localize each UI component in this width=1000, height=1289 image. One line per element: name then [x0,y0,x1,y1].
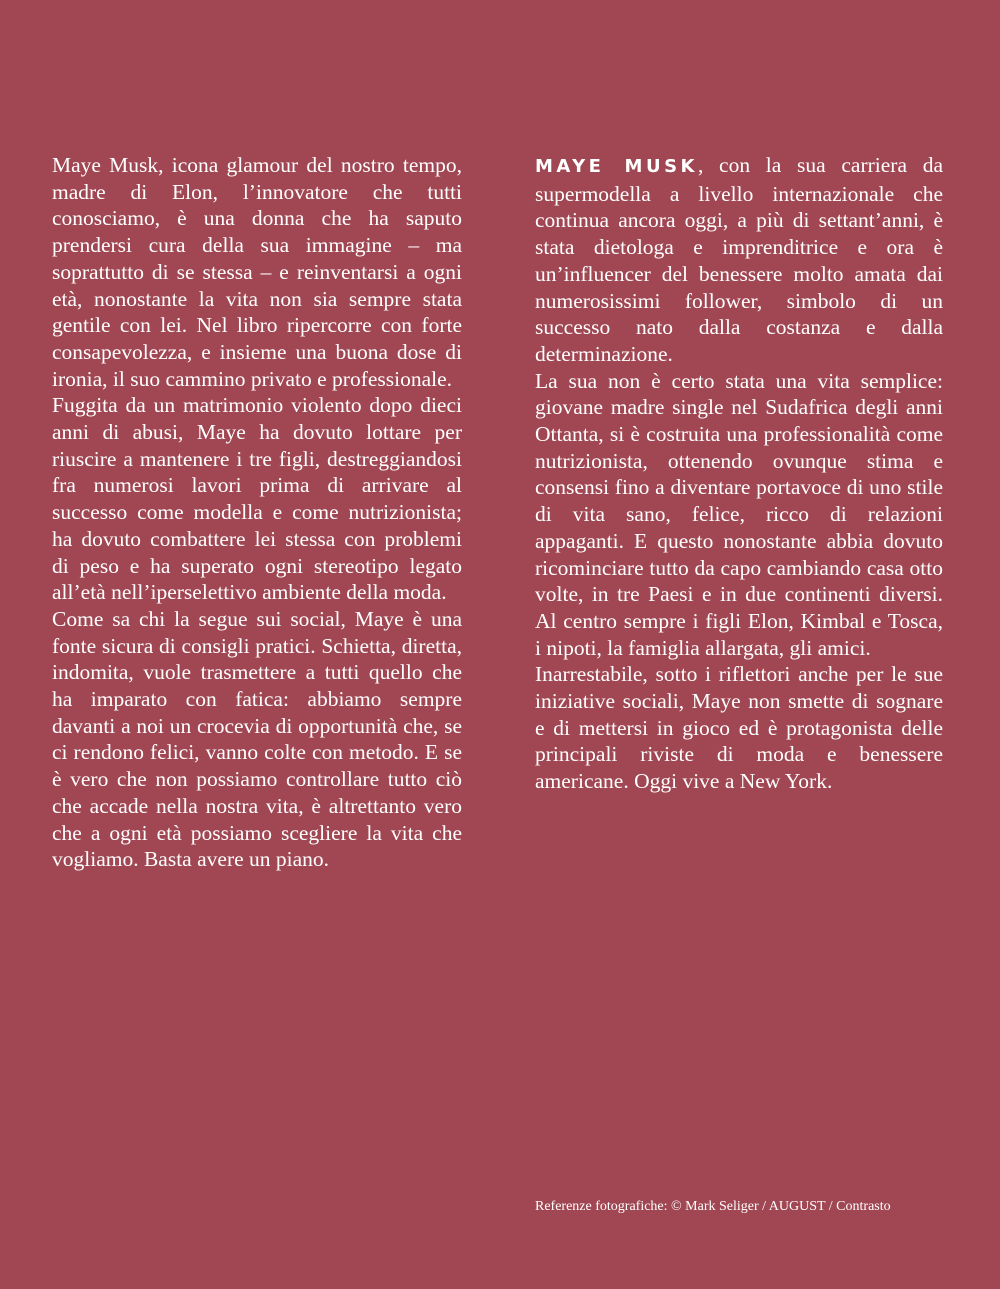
photo-credits: Referenze fotografiche: © Mark Seliger / AUGUST / Contrasto [535,1199,891,1214]
left-column [52,152,462,873]
author-bio-text: , con la sua carriera da supermodella a livello internazionale che continua ancora oggi, a più di settant’anni, è stata dietologa e imprenditrice e ora è un’influencer del benessere molto amata dai numerosissimi follower, simbolo di un successo nato dalla costanza e dalla determinazione. [535,153,943,366]
right-paragraph-3: Inarrestabile, sotto i riflettori anche per le sue iniziative sociali, Maye non smette di sognare e di mettersi in gioco ed è protagonista delle principali riviste di moda e benessere americane. Oggi vive a New York. [535,662,943,794]
left-paragraph-2: Fuggita da un matrimonio violento dopo dieci anni di abusi, Maye ha dovuto lottare per riuscire a mantenere i tre figli, destreggiandosi fra numerosi lavori prima di arrivare al successo come modella e come nutrizionista; ha dovuto combattere lei stessa con problemi di peso e ha superato ogni stereotipo legato all’età nell’iperselettivo ambiente della moda. [52,393,462,605]
author-name: MAYE MUSK [535,156,698,177]
right-paragraph-2: La sua non è certo stata una vita semplice: giovane madre single nel Sudafrica degli anni Ottanta, si è costruita una professionalità come nutrizionista, ottenendo ovunque stima e consensi fino a diventare portavoce di uno stile di vita sano, felice, ricco di relazioni appaganti. E questo nonostante abbia dovuto ricominciare tutto da capo cambiando casa otto volte, in tre Paesi e in due continenti diversi. Al centro sempre i figli Elon, Kimbal e Tosca, i nipoti, la famiglia allargata, gli amici. [535,368,943,660]
left-paragraph-3: Come sa chi la segue sui social, Maye è una fonte sicura di consigli pratici. Schietta, diretta, indomita, vuole trasmettere a tutti quello che ha imparato con fatica: abbiamo sempre davanti a noi un crocevia di opportunità che, se ci rendono felici, vanno colte con metodo. E se è vero che non possiamo controllare tutto ciò che accade nella nostra vita, è altrettanto vero che a ogni età possiamo scegliere la vita che vogliamo. Basta avere un piano. [52,606,462,872]
author-bio-paragraph [535,152,943,368]
right-column [535,152,943,795]
left-paragraph-1: Maye Musk, icona glamour del nostro tempo, madre di Elon, l’innovatore che tutti conosciamo, è una donna che ha saputo prendersi cura della sua immagine – ma soprattutto di se stessa – e reinventarsi a ogni età, nonostante la vita non sia sempre stata gentile con lei. Nel libro ripercorre con forte consapevolezza, e insieme una buona dose di ironia, il suo cammino privato e professionale. [52,153,462,391]
